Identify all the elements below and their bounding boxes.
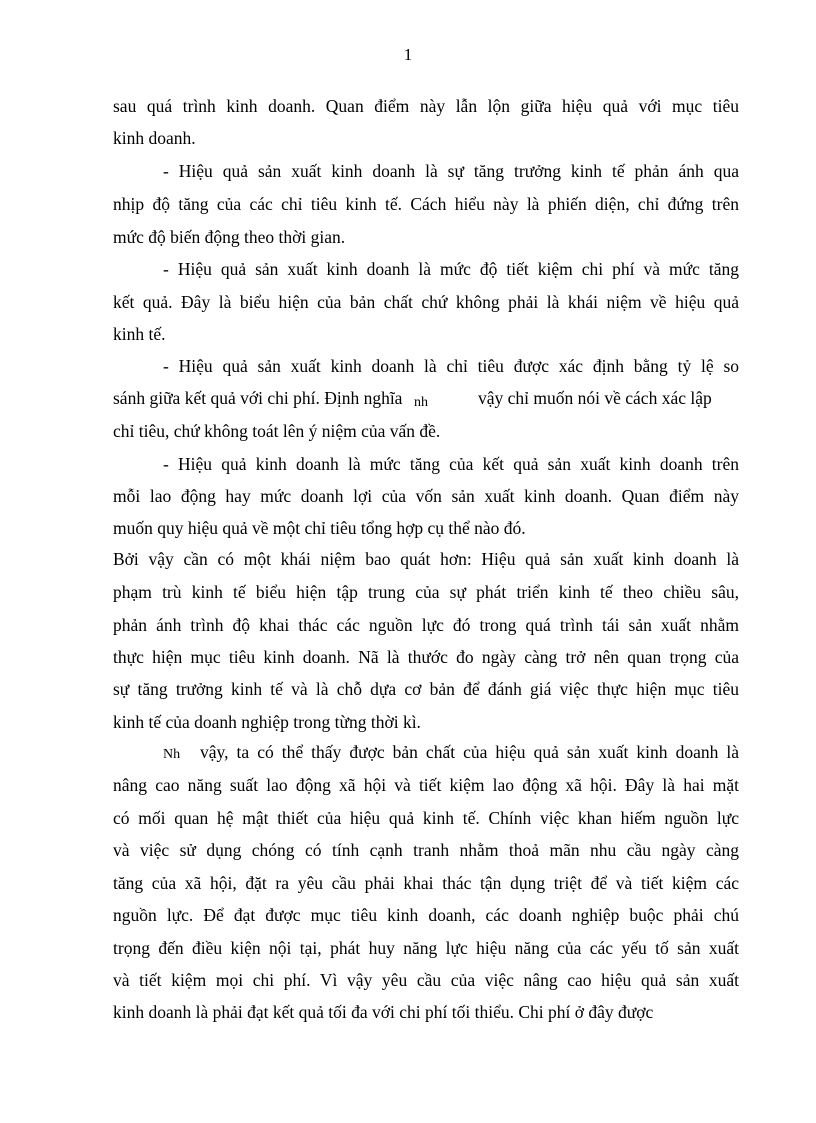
text-line: nhịp độ tăng của các chỉ tiêu kinh tế. Cách hiểu này là phiến diện, chỉ đứng trên: [113, 194, 739, 214]
text-line: Bởi vậy cần có một khái niệm bao quát hơn: Hiệu quả sản xuất kinh doanh là: [113, 549, 739, 569]
text-line: phạm trù kinh tế biểu hiện tập trung của sự phát triển kinh tế theo chiều sâu,: [113, 582, 739, 602]
text-line: kinh doanh.: [113, 128, 196, 148]
text-line: tăng của xã hội, đặt ra yêu cầu phải khai thác tận dụng triệt để và tiết kiệm các: [113, 873, 739, 893]
text-line: muốn quy hiệu quả về một chỉ tiêu tổng hợp cụ thể nào đó.: [113, 518, 526, 538]
text-line: sau quá trình kinh doanh. Quan điểm này lẫn lộn giữa hiệu quả với mục tiêu: [113, 96, 739, 116]
page-number: 1: [403, 45, 413, 64]
text-fragment: nh: [414, 395, 428, 410]
text-line: nâng cao năng suất lao động xã hội và tiết kiệm lao động xã hội. Đây là hai mặt: [113, 775, 739, 795]
text-line: mỗi lao động hay mức doanh lợi của vốn sản xuất kinh doanh. Quan điểm này: [113, 486, 739, 506]
text-line: sánh giữa kết quả với chi phí. Định nghĩa: [113, 388, 403, 408]
text-line: - Hiệu quả kinh doanh là mức tăng của kết quả sản xuất kinh doanh trên: [163, 454, 739, 474]
text-line: kinh doanh là phải đạt kết quả tối đa với chi phí tối thiểu. Chi phí ở đây được: [113, 1002, 654, 1022]
text-line: kinh tế của doanh nghiệp trong từng thời kì.: [113, 712, 421, 732]
text-line: và tiết kiệm mọi chi phí. Vì vậy yêu cầu của việc nâng cao hiệu quả sản xuất: [113, 970, 739, 990]
text-line: mức độ biến động theo thời gian.: [113, 227, 346, 247]
text-line: - Hiệu quả sản xuất kinh doanh là mức độ tiết kiệm chi phí và mức tăng: [163, 259, 739, 279]
text-line: vậy, ta có thể thấy được bản chất của hiệu quả sản xuất kinh doanh là: [200, 742, 739, 762]
text-line: vậy chỉ muốn nói về cách xác lập: [478, 388, 712, 408]
text-line: trọng đến điều kiện nội tại, phát huy năng lực hiệu năng của các yếu tố sản xuất: [113, 938, 739, 958]
text-line: sự tăng trưởng kinh tế và là chỗ dựa cơ bản để đánh giá việc thực hiện mục tiêu: [113, 679, 739, 699]
text-line: kết quả. Đây là biểu hiện của bản chất chứ không phải là khái niệm về hiệu quả: [113, 292, 739, 312]
text-line: kinh tế.: [113, 324, 166, 344]
text-line: - Hiệu quả sản xuất kinh doanh là sự tăng trưởng kinh tế phản ánh qua: [163, 161, 739, 181]
text-line: phản ánh trình độ khai thác các nguồn lực đó trong quá trình tái sản xuất nhằm: [113, 615, 739, 635]
text-line: và việc sử dụng chóng có tính cạnh tranh nhằm thoả mãn nhu cầu ngày càng: [113, 840, 739, 860]
text-line: có mối quan hệ mật thiết của hiệu quả kinh tế. Chính việc khan hiếm nguồn lực: [113, 808, 739, 828]
text-line: - Hiệu quả sản xuất kinh doanh là chỉ tiêu được xác định bằng tỷ lệ so: [163, 356, 739, 376]
text-line: thực hiện mục tiêu kinh doanh. Nã là thước đo ngày càng trở nên quan trọng của: [113, 647, 739, 667]
text-line: chỉ tiêu, chứ không toát lên ý niệm của vấn đề.: [113, 421, 441, 441]
text-fragment: Nh: [163, 747, 181, 762]
text-line: nguồn lực. Để đạt được mục tiêu kinh doanh, các doanh nghiệp buộc phải chú: [113, 905, 739, 925]
